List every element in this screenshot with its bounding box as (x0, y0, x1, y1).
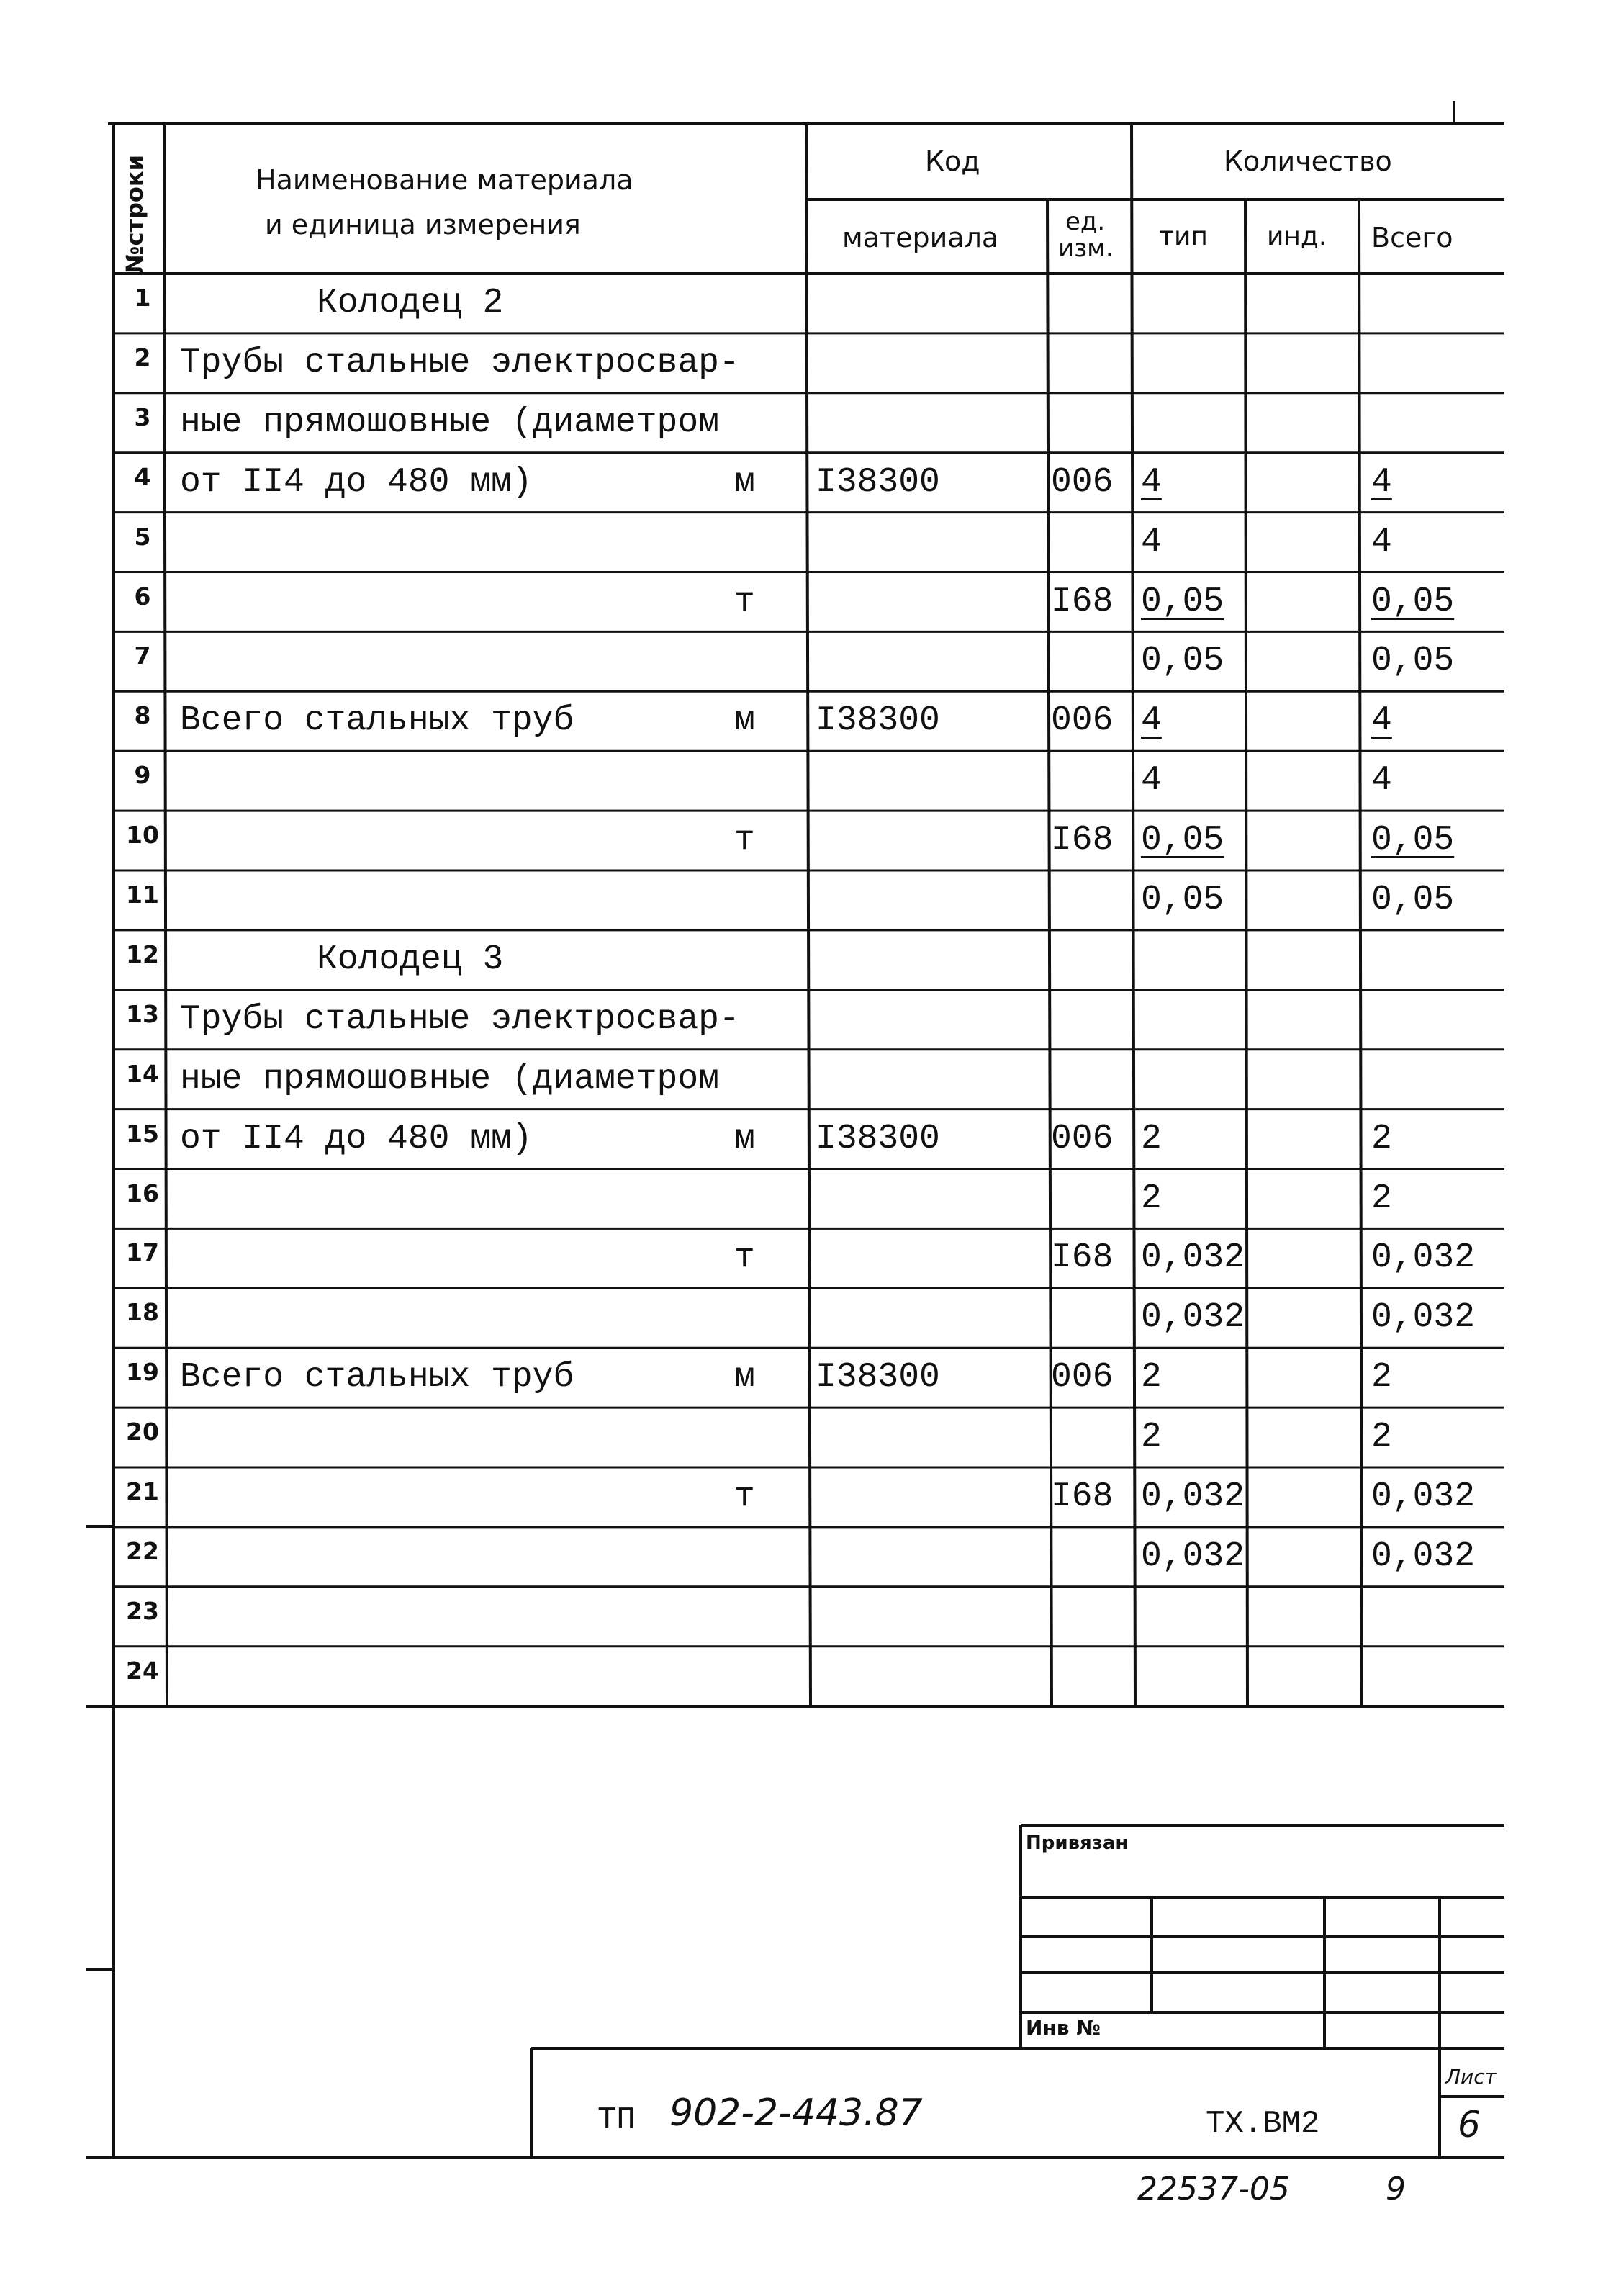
unit-code: I68 (1051, 1238, 1114, 1278)
sheet-label: Лист (1445, 2065, 1497, 2089)
quantity-type-value: 2 (1141, 1418, 1162, 1457)
quantity-total-value: 2 (1371, 1358, 1392, 1397)
quantity-type-value: 0,05 (1141, 821, 1224, 860)
sheet-number: 6 (1458, 2104, 1481, 2146)
row-number: 17 (126, 1238, 159, 1267)
quantity-type-value: 0,05 (1141, 582, 1224, 621)
quantity-type-value: 2 (1141, 1179, 1162, 1218)
quantity-total-value: 0,05 (1371, 881, 1455, 919)
material-code: I38300 (816, 1119, 940, 1158)
quantity-total-value: 0,05 (1371, 821, 1455, 860)
row-number-header: №строки (121, 154, 148, 274)
unit-label: т (734, 1477, 755, 1516)
quantity-type-value: 2 (1141, 1119, 1162, 1158)
row-number: 14 (126, 1059, 159, 1088)
quantity-total-value: 0,05 (1371, 641, 1455, 681)
unit-label: м (734, 701, 755, 741)
quantity-type-header: тип (1159, 222, 1208, 251)
code-unit-header-line2: изм. (1058, 234, 1114, 263)
unit-label: т (734, 1238, 755, 1278)
quantity-total-value: 2 (1371, 1119, 1392, 1158)
row-number: 9 (134, 761, 151, 790)
material-name: Колодец 3 (317, 940, 504, 979)
quantity-type-value: 4 (1141, 701, 1162, 741)
quantity-type-value: 0,032 (1141, 1536, 1245, 1576)
code-unit-header-line1: ед. (1065, 207, 1106, 236)
doc-code: ТХ.ВМ2 (1206, 2106, 1320, 2142)
row-number: 13 (126, 999, 159, 1028)
code-material-header: материала (842, 222, 999, 253)
unit-label: м (734, 1358, 755, 1397)
unit-code: I68 (1051, 582, 1114, 621)
linked-label: Привязан (1026, 1832, 1129, 1854)
doc-prefix: ТП (597, 2102, 636, 2138)
row-number: 20 (126, 1418, 159, 1446)
unit-label: м (734, 1119, 755, 1158)
unit-label: т (734, 582, 755, 621)
quantity-type-value: 0,032 (1141, 1477, 1245, 1516)
quantity-type-value: 2 (1141, 1358, 1162, 1397)
quantity-total-value: 4 (1371, 522, 1392, 562)
quantity-group-header: Количество (1224, 145, 1392, 177)
material-code: I38300 (816, 462, 940, 502)
row-number: 23 (126, 1596, 159, 1625)
quantity-total-value: 0,032 (1371, 1298, 1476, 1338)
material-name: Трубы стальные электросвар- (180, 343, 740, 382)
row-number: 18 (126, 1298, 159, 1327)
row-number: 1 (134, 284, 151, 312)
quantity-type-value: 4 (1141, 761, 1162, 801)
unit-label: м (734, 462, 755, 502)
quantity-type-value: 4 (1141, 522, 1162, 562)
quantity-total-value: 0,032 (1371, 1238, 1476, 1278)
name-header-line1: Наименование материала (256, 164, 633, 196)
row-number: 5 (134, 522, 151, 551)
code-group-header: Код (925, 145, 980, 177)
unit-code: 006 (1051, 462, 1114, 502)
quantity-total-value: 0,05 (1371, 582, 1455, 621)
quantity-total-value: 0,032 (1371, 1477, 1476, 1516)
quantity-total-value: 0,032 (1371, 1536, 1476, 1576)
unit-code: 006 (1051, 1358, 1114, 1397)
row-number: 22 (126, 1536, 159, 1565)
quantity-type-value: 0,05 (1141, 881, 1224, 919)
bottom-page: 9 (1386, 2171, 1406, 2207)
quantity-type-value: 0,032 (1141, 1298, 1245, 1338)
material-name: Всего стальных труб (180, 1358, 574, 1397)
material-name: Трубы стальные электросвар- (180, 999, 740, 1039)
row-number: 19 (126, 1358, 159, 1387)
row-number: 24 (126, 1656, 159, 1685)
row-number: 16 (126, 1179, 159, 1207)
quantity-type-value: 0,05 (1141, 641, 1224, 681)
material-name: от II4 до 480 мм) (180, 462, 533, 502)
material-name: ные прямошовные (диаметром (180, 1059, 719, 1099)
doc-number: 902-2-443.87 (669, 2092, 923, 2135)
unit-code: I68 (1051, 821, 1114, 860)
unit-label: т (734, 821, 755, 860)
row-number: 10 (126, 821, 159, 850)
row-number: 6 (134, 582, 151, 611)
row-number: 7 (134, 641, 151, 670)
quantity-type-value: 4 (1141, 462, 1162, 502)
unit-code: 006 (1051, 1119, 1114, 1158)
material-name: ные прямошовные (диаметром (180, 402, 719, 442)
row-number: 15 (126, 1119, 159, 1148)
quantity-total-value: 4 (1371, 761, 1392, 801)
inventory-label: Инв № (1026, 2016, 1101, 2040)
unit-code: I68 (1051, 1477, 1114, 1516)
name-header-line2: и единица измерения (265, 209, 581, 240)
material-name: от II4 до 480 мм) (180, 1119, 533, 1158)
material-name: Всего стальных труб (180, 701, 574, 741)
material-name: Колодец 2 (317, 284, 504, 323)
quantity-total-value: 4 (1371, 462, 1392, 502)
material-code: I38300 (816, 1358, 940, 1397)
row-number: 3 (134, 402, 151, 431)
row-number: 21 (126, 1477, 159, 1505)
bottom-code: 22537-05 (1137, 2171, 1290, 2207)
unit-code: 006 (1051, 701, 1114, 741)
material-code: I38300 (816, 701, 940, 741)
row-number: 2 (134, 343, 151, 372)
quantity-total-header: Всего (1371, 222, 1453, 253)
row-number: 11 (126, 881, 159, 909)
quantity-total-value: 4 (1371, 701, 1392, 741)
quantity-total-value: 2 (1371, 1179, 1392, 1218)
row-number: 4 (134, 462, 151, 491)
row-number: 8 (134, 701, 151, 730)
quantity-ind-header: инд. (1267, 222, 1327, 251)
row-number: 12 (126, 940, 159, 968)
quantity-type-value: 0,032 (1141, 1238, 1245, 1278)
quantity-total-value: 2 (1371, 1418, 1392, 1457)
